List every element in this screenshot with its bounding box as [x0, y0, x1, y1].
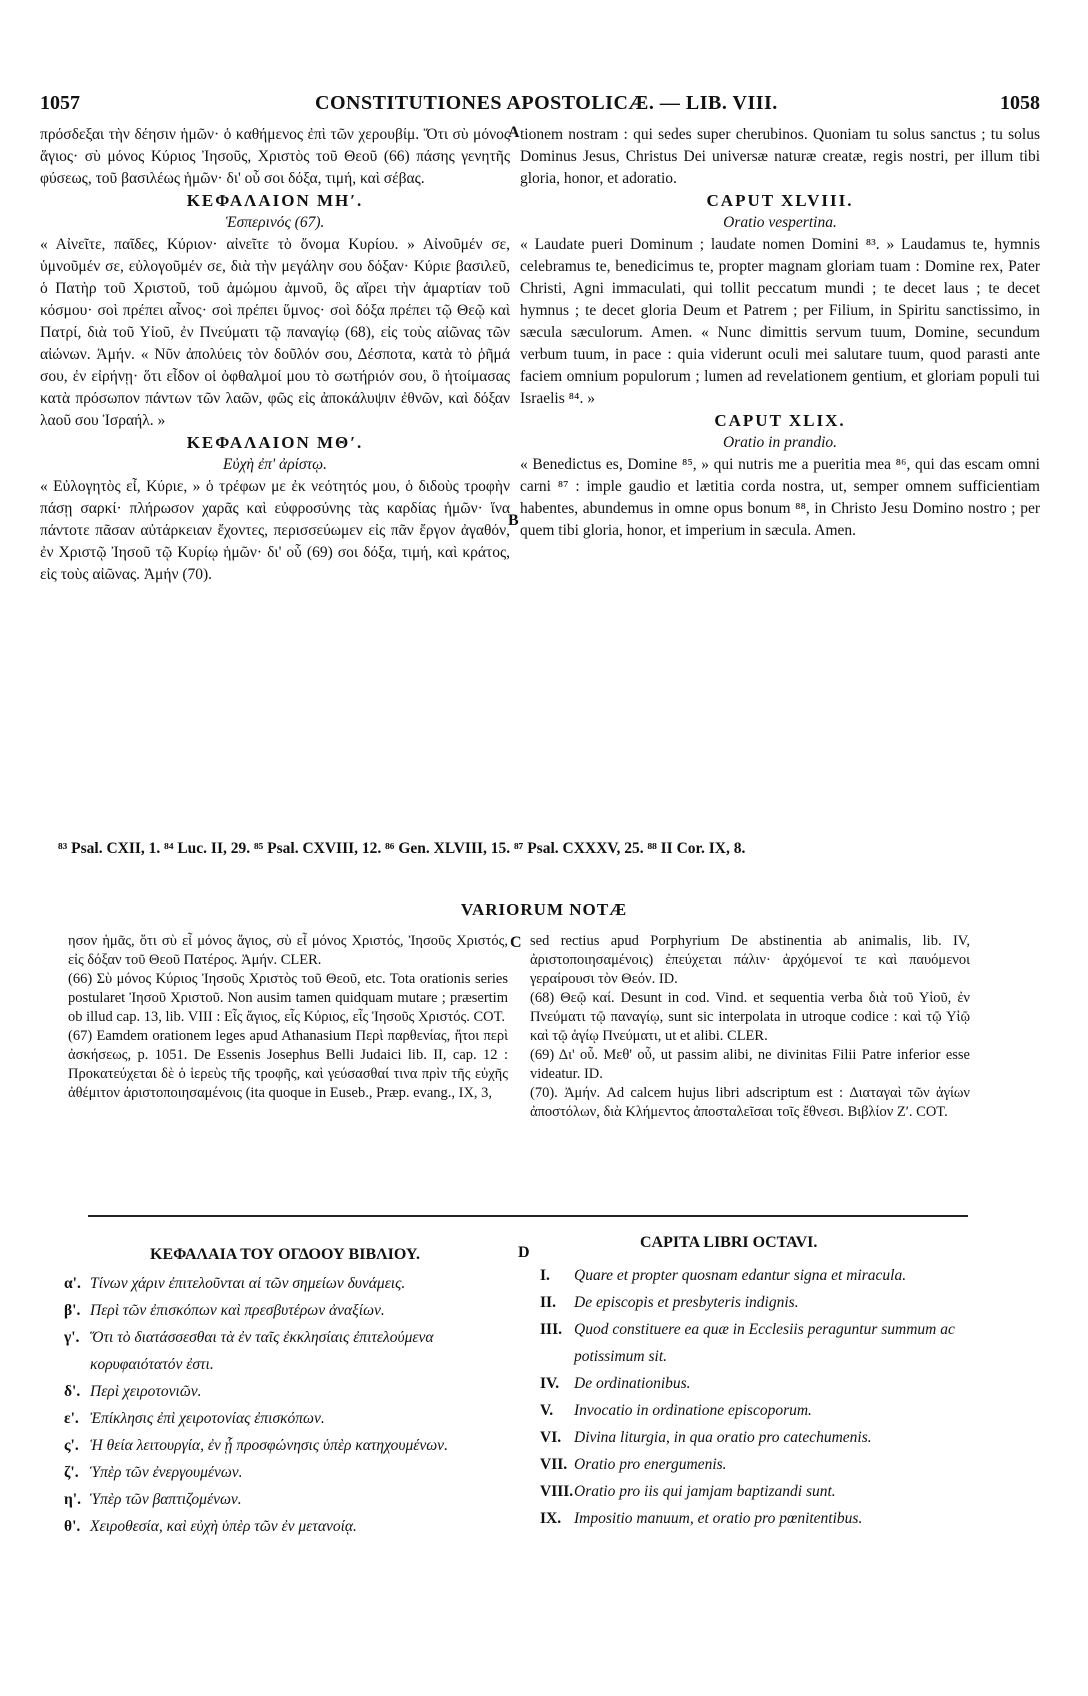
latin-column — [520, 124, 1040, 542]
note-69: (69) Δι' οὗ. Μεθ' οὗ, ut passim alibi, ne divinitas Filii Patre inferior esse videatur. ID. — [530, 1047, 970, 1082]
toc-greek-item — [64, 1432, 508, 1459]
toc-greek-item-number: γ'. — [64, 1329, 80, 1346]
latin-chapter-49-text: « Benedictus es, Domine ⁸⁵, » qui nutris me a pueritia mea ⁸⁶, qui das escam omni carni ⁸⁷ : imple gaudio et lætitia corda nostra, ut, semper omnem sufficientiam habentes, abundemus in omne opus bonum ⁸⁸, in Christo Jesu Domino nostro ; per quem tibi gloria, honor, et imperium in sæcula. Amen. — [520, 456, 1040, 539]
toc-latin-item-text: Quare et propter quosnam edantur signa et miracula. — [574, 1267, 907, 1284]
toc-latin-item-number: V. — [540, 1402, 554, 1419]
toc-latin-item-number: IX. — [540, 1510, 562, 1527]
toc-greek-item-number: δ'. — [64, 1383, 81, 1400]
toc-latin-item-text: Impositio manuum, et oratio pro pœnitentibus. — [574, 1510, 863, 1527]
toc-greek-item — [64, 1270, 508, 1297]
toc-greek-item-text: Χειροθεσία, καὶ εὐχὴ ὑπὲρ τῶν ἐν μετανοίᾳ. — [90, 1518, 357, 1535]
toc-latin-item — [540, 1505, 960, 1532]
note-70: (70). Ἀμήν. Ad calcem hujus libri adscriptum est : Διαταγαὶ τῶν ἁγίων ἀποστόλων, διὰ Κλήμεντος ἀποσταλεῖσαι τοῖς ἔθνεσι. Βιβλίον Ζʹ. COT. — [530, 1085, 970, 1120]
toc-latin-item — [540, 1397, 960, 1424]
toc-latin-item-number: II. — [540, 1294, 556, 1311]
note-67-continued: sed rectius apud Porphyrium De abstinentia ab animalis, lib. IV, ἀριστοποιησαμένοις) ἐπεύχεται πάλιν· ἀρχόμενοί τε καὶ παυόμενοι γεραίρουσι τὸν Θεόν. ID. — [530, 933, 970, 987]
toc-greek-item-text: Τίνων χάριν ἐπιτελοῦνται αἱ τῶν σημείων δυνάμεις. — [90, 1275, 406, 1292]
toc-greek-item — [64, 1378, 508, 1405]
toc-greek-item-text: Ὑπὲρ τῶν ἐνεργουμένων. — [90, 1464, 243, 1481]
note-cler-continued: ησον ἡμᾶς, ὅτι σὺ εἶ μόνος ἅγιος, σὺ εἶ μόνος Χριστός, Ἰησοῦς Χριστός, εἰς δόξαν τοῦ Θεοῦ Πατέρος. Ἀμήν. CLER. — [68, 933, 508, 968]
latin-chapter-49-title: Oratio in prandio. — [722, 434, 838, 451]
toc-greek-item-number: ε'. — [64, 1410, 79, 1427]
toc-greek-item-text: Ἐπίκλησις ἐπὶ χειροτονίας ἐπισκόπων. — [90, 1410, 325, 1427]
toc-greek-item — [64, 1486, 508, 1513]
page-number-left: 1057 — [40, 92, 80, 114]
toc-greek-list — [64, 1270, 508, 1540]
toc-latin-item-number: III. — [540, 1321, 562, 1338]
margin-mark-b: B — [508, 512, 519, 529]
toc-latin-item-text: Oratio pro energumenis. — [574, 1456, 727, 1473]
toc-latin-item-number: I. — [540, 1267, 550, 1284]
note-67: (67) Eamdem orationem leges apud Athanasium Περὶ παρθενίας, ἤτοι περὶ ἀσκήσεως, p. 1051. De Essenis Josephus Belli Judaici lib. II, cap. 12 : Προκατεύχεται δὲ ὁ ἱερεὺς τῆς τροφῆς, καὶ γεύσασθαί τινα πρὶν τῆς εὐχῆς ἀθέμιτον ἀριστοποιησαμένοις (ita quoque in Euseb., Præp. evang., IX, 3, — [68, 1028, 508, 1101]
greek-chapter-48-text: « Αἰνεῖτε, παῖδες, Κύριον· αἰνεῖτε τὸ ὄνομα Κυρίου. » Αἰνοῦμέν σε, ὑμνοῦμέν σε, εὐλογοῦμέν σε, διὰ τὴν μεγάλην σου δόξαν· Κύριε βασιλεῦ, ὁ Πατὴρ τοῦ Χριστοῦ, τοῦ ἀμώμου ἀμνοῦ, ὃς αἴρει τὴν ἁμαρτίαν τοῦ κόσμου· σοὶ πρέπει αἶνος· σοὶ πρέπει ὕμνος· σοὶ δόξα πρέπει τῷ Θεῷ καὶ Πατρί, διὰ τοῦ Υἱοῦ, ἐν Πνεύματι τῷ παναγίῳ (68), εἰς τοὺς αἰῶνας τῶν αἰώνων. Ἀμήν. « Νῦν ἀπολύεις τὸν δοῦλόν σου, Δέσποτα, κατὰ τὸ ῥῆμά σου, ἐν εἰρήνῃ· ὅτι εἶδον οἱ ὀφθαλμοί μου τὸ σωτήριόν σου, ὃ ἡτοίμασας κατὰ πρόσωπον πάντων τῶν λαῶν, φῶς εἰς ἀποκάλυψιν ἐθνῶν, καὶ δόξαν λαοῦ σου Ἰσραήλ. » — [40, 236, 510, 429]
note-68: (68) Θεῷ καί. Desunt in cod. Vind. et sequentia verba διὰ τοῦ Υἱοῦ, ἐν Πνεύματι τῷ παναγίῳ, sunt sic interpolata in utroque codice : καὶ τῷ Υἱῷ καὶ τῷ ἁγίῳ Πνεύματι, ut et alibi. CLER. — [530, 990, 970, 1044]
toc-greek-item-text: Περὶ τῶν ἐπισκόπων καὶ πρεσβυτέρων ἀναξίων. — [90, 1302, 385, 1319]
toc-greek-item-text: Ἡ θεία λειτουργία, ἐν ᾗ προσφώνησις ὑπὲρ κατηχουμένων. — [90, 1437, 448, 1454]
toc-latin-list — [540, 1262, 960, 1532]
latin-chapter-48-title: Oratio vespertina. — [723, 214, 837, 231]
note-66: (66) Σὺ μόνος Κύριος Ἰησοῦς Χριστὸς τοῦ Θεοῦ, etc. Tota orationis series postularet Ἰησοῦ Χριστοῦ. Non ausim tamen quidquam mutare ; præsertim ob illud cap. 13, lib. VIII : Εἷς ἅγιος, εἷς Κύριος, εἷς Ἰησοῦς Χριστός. COT. — [68, 971, 508, 1025]
toc-latin-item — [540, 1316, 960, 1370]
latin-chapter-49-heading: CAPUT XLIX. — [714, 411, 846, 430]
greek-chapter-48-title: Ἑσπερινός (67). — [225, 214, 325, 231]
notes-right-column — [530, 932, 970, 1122]
toc-greek-title: ΚΕΦΑΛΑΙΑ ΤΟΥ ΟΓΔΟΟΥ ΒΙΒΛΙΟΥ. — [150, 1246, 420, 1263]
toc-greek-item-number: θ'. — [64, 1518, 81, 1535]
toc-greek-item-number: ς'. — [64, 1437, 79, 1454]
toc-greek-item — [64, 1297, 508, 1324]
toc-latin-item-text: De episcopis et presbyteris indignis. — [574, 1294, 799, 1311]
toc-latin-item-text: Invocatio in ordinatione episcoporum. — [574, 1402, 812, 1419]
margin-mark-d: D — [518, 1244, 530, 1261]
toc-latin-item — [540, 1370, 960, 1397]
toc-latin-item-number: VIII. — [540, 1483, 574, 1500]
toc-latin-item-text: Oratio pro iis qui jamjam baptizandi sunt. — [574, 1483, 836, 1500]
notes-left-column — [68, 932, 508, 1103]
toc-greek-item-text: Περὶ χειροτονιῶν. — [90, 1383, 202, 1400]
greek-chapter-49-text: « Εὐλογητὸς εἶ, Κύριε, » ὁ τρέφων με ἐκ νεότητός μου, ὁ διδοὺς τροφὴν πάσῃ σαρκί· πλήρωσον χαρᾶς καὶ εὐφροσύνης τὰς καρδίας ἡμῶν· ἵνα πάντοτε πᾶσαν αὐτάρκειαν ἔχοντες, περισσεύωμεν εἰς πᾶν ἔργον ἀγαθόν, ἐν Χριστῷ Ἰησοῦ τῷ Κυρίῳ ἡμῶν· δι' οὗ (69) σοι δόξα, τιμή, καὶ κράτος, εἰς τοὺς αἰῶνας. Ἀμήν (70). — [40, 478, 510, 583]
margin-mark-a: A — [508, 124, 520, 141]
toc-latin-item — [540, 1424, 960, 1451]
section-divider — [88, 1215, 968, 1217]
running-title: CONSTITUTIONES APOSTOLICÆ. — LIB. VIII. — [315, 92, 778, 114]
toc-latin-item-number: IV. — [540, 1375, 560, 1392]
toc-greek-item-number: β'. — [64, 1302, 81, 1319]
toc-greek-item-number: η'. — [64, 1491, 81, 1508]
greek-chapter-49-title: Εὐχὴ ἐπ' ἀρίστῳ. — [223, 456, 327, 473]
toc-latin-item-number: VII. — [540, 1456, 568, 1473]
toc-latin-item — [540, 1478, 960, 1505]
toc-greek-item-text: Ὅτι τὸ διατάσσεσθαι τὰ ἐν ταῖς ἐκκλησίαις ἐπιτελούμενα κορυφαιότατόν ἐστι. — [90, 1329, 434, 1373]
greek-column — [40, 124, 510, 586]
latin-intro: tionem nostram : qui sedes super cherubinos. Quoniam tu solus sanctus ; tu solus Dominus Jesus, Christus Dei universæ naturæ creatæ, regis nostri, per illum tibi gloria, honor, et adoratio. — [520, 126, 1040, 187]
toc-greek-item-number: ζ'. — [64, 1464, 79, 1481]
footnotes: ⁸³ Psal. CXII, 1. ⁸⁴ Luc. II, 29. ⁸⁵ Psal. CXVIII, 12. ⁸⁶ Gen. XLVIII, 15. ⁸⁷ Psal. CXXXV, 25. ⁸⁸ II Cor. IX, 8. — [58, 840, 746, 857]
toc-greek-item-text: Ὑπὲρ τῶν βαπτιζομένων. — [90, 1491, 242, 1508]
page-number-right: 1058 — [1000, 92, 1040, 114]
toc-greek-item — [64, 1324, 508, 1378]
toc-latin-item — [540, 1289, 960, 1316]
toc-greek-item — [64, 1513, 508, 1540]
greek-chapter-49-heading: ΚΕΦΑΛΑΙΟΝ ΜΘʹ. — [186, 433, 364, 452]
toc-latin-item-text: De ordinationibus. — [574, 1375, 691, 1392]
latin-chapter-48-text: « Laudate pueri Dominum ; laudate nomen Domini ⁸³. » Laudamus te, hymnis celebramus te, benedicimus te, propter magnam gloriam tuam : Domine rex, Pater Christi, Agni immaculati, qui tollit peccatum mundi ; te decet laus ; te decet hymnus ; te decet gloria Deum et Patrem ; per Filium, in Spiritu sanctissimo, in sæcula sæculorum. Amen. « Nunc dimittis servum tuum, Domine, secundum verbum tuum, in pace : quia viderunt oculi mei salutare tuum, quod parasti ante faciem omnium populorum ; lumen ad revelationem gentium, et gloriam populi tui Israelis ⁸⁴. » — [520, 236, 1040, 407]
toc-latin-title: CAPITA LIBRI OCTAVI. — [640, 1234, 818, 1251]
running-header — [40, 92, 1040, 116]
greek-intro: πρόσδεξαι τὴν δέησιν ἡμῶν· ὁ καθήμενος ἐπὶ τῶν χερουβίμ. Ὅτι σὺ μόνος ἅγιος· σὺ μόνος Κύριος Ἰησοῦς, Χριστὸς τοῦ Θεοῦ (66) πάσης γενητῆς φύσεως, τοῦ βασιλέως ἡμῶν· δι' οὗ σοι δόξα, τιμή, καὶ σέβας. — [40, 126, 510, 187]
toc-greek-item — [64, 1459, 508, 1486]
notes-title: VARIORUM NOTÆ — [460, 900, 628, 919]
margin-mark-c: C — [510, 934, 522, 951]
toc-greek-item — [64, 1405, 508, 1432]
toc-latin-item-text: Divina liturgia, in qua oratio pro catechumenis. — [574, 1429, 872, 1446]
toc-latin-item-number: VI. — [540, 1429, 562, 1446]
toc-latin-item — [540, 1451, 960, 1478]
toc-latin-item — [540, 1262, 960, 1289]
toc-latin-item-text: Quod constituere ea quæ in Ecclesiis peraguntur summum ac potissimum sit. — [574, 1321, 955, 1365]
toc-greek-item-number: α'. — [64, 1275, 81, 1292]
greek-chapter-48-heading: ΚΕΦΑΛΑΙΟΝ ΜΗʹ. — [186, 191, 364, 210]
latin-chapter-48-heading: CAPUT XLVIII. — [706, 191, 854, 210]
